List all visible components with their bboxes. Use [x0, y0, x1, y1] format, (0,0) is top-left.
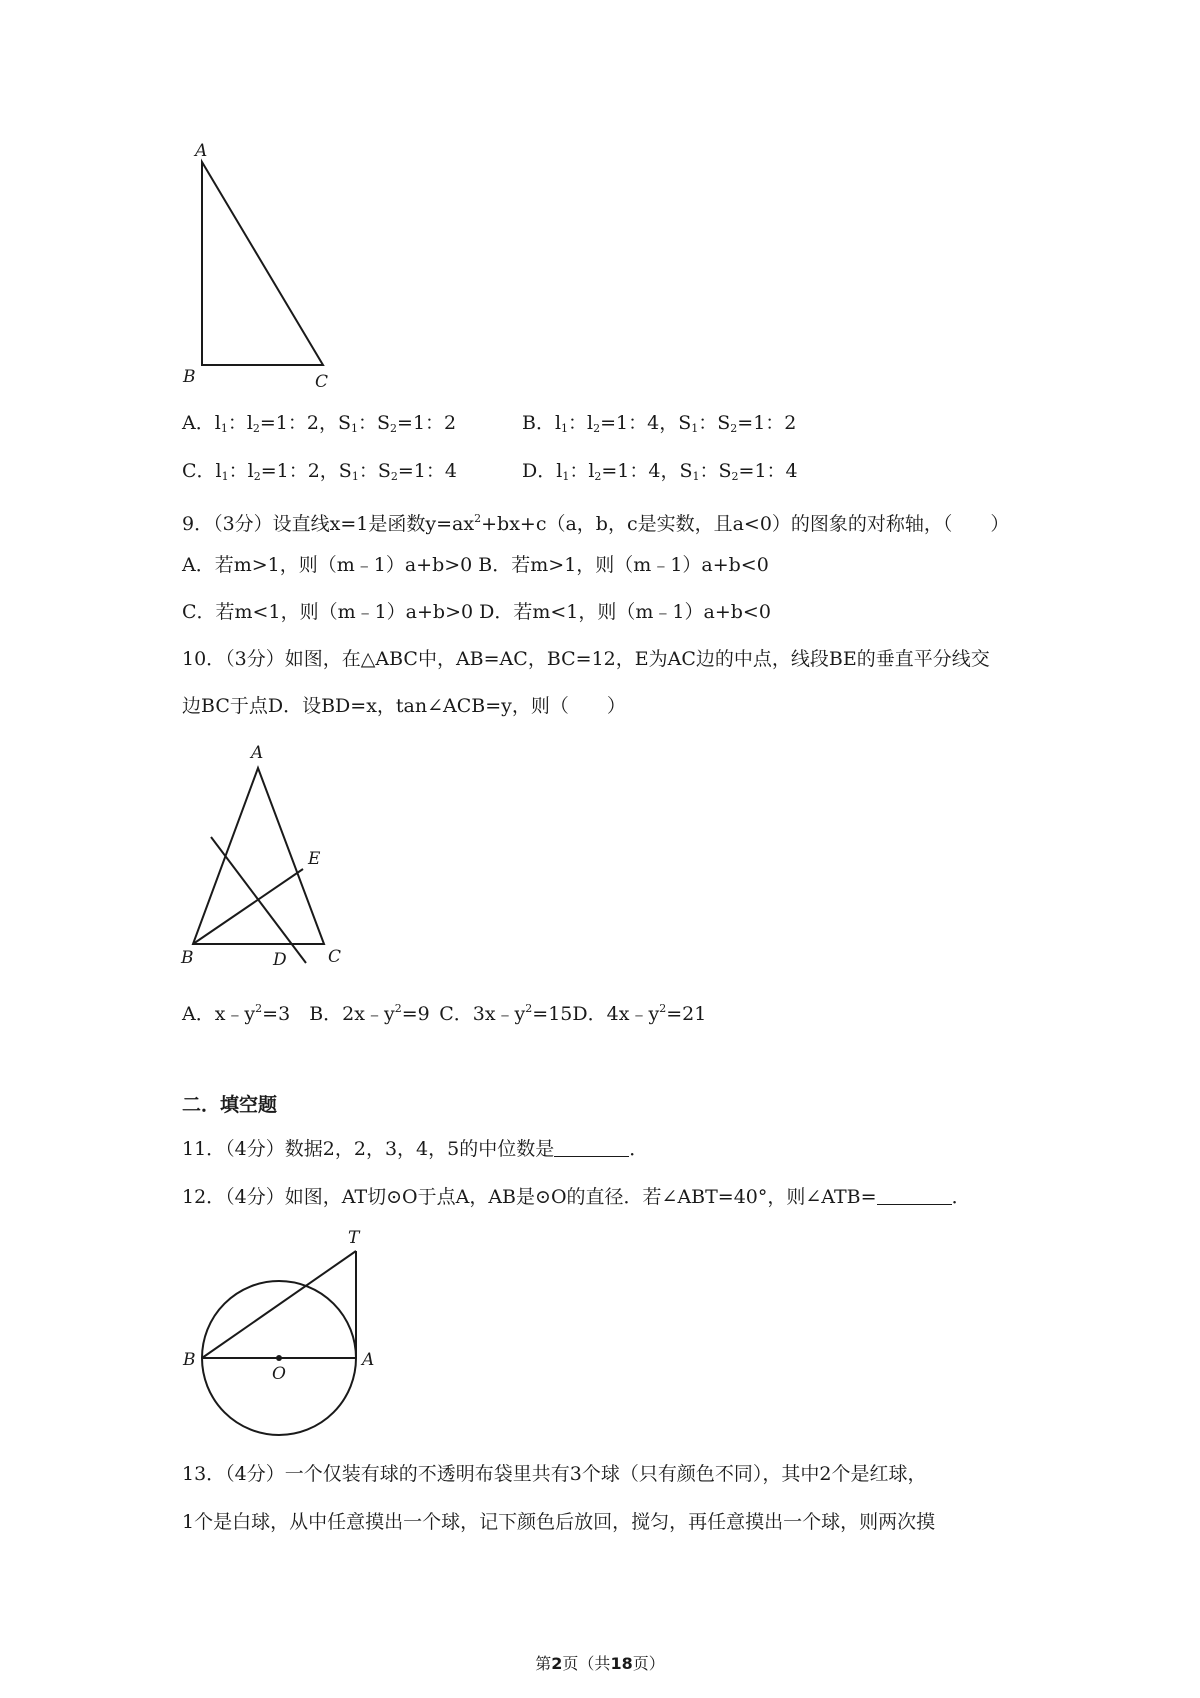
vertex-label-b: B	[181, 948, 194, 968]
q11-stem: 11．（4分）数据2，2，3，4，5的中位数是 ．	[182, 1138, 649, 1160]
q9-stem: 9．（3分）设直线x=1是函数$y=ax^2+bx+c(a$，b，c是实数，且a<0）的图象的对称轴，（ ）	[182, 512, 1010, 535]
answer-blank[interactable]	[554, 1138, 629, 1157]
figure-right-triangle	[175, 140, 345, 390]
vertex-label-e: E	[308, 849, 321, 869]
vertex-label-b: B	[183, 367, 196, 387]
vertex-label-a: A	[195, 141, 208, 161]
q8-option-a: A．$l_1$：$l_2=1$：2，$S_1$：$S_2=1$：2	[182, 412, 457, 435]
point-label-t: T	[348, 1228, 360, 1248]
figure-isosceles-triangle	[175, 740, 375, 970]
q10-options: A．$x﹣y^2=3$ B．$2x﹣y^2=9$ C．$3x﹣y^2=15D$．$4x﹣y^2=21$	[182, 1002, 707, 1025]
q10-stem-line-1: 10．（3分）如图，在△ABC中，AB=AC，BC=12，E为AC边的中点，线段BE的垂直平分线交	[182, 648, 990, 670]
q8-option-c: C．$l_1$：$l_2=1$：2，$S_1$：$S_2=1$：4	[182, 460, 457, 483]
point-label-a: A	[362, 1350, 375, 1370]
section-heading-fill-in: 二．填空题	[182, 1094, 278, 1116]
q12-stem: 12．（4分）如图，AT切⊙O于点A，AB是⊙O的直径．若∠ABT=40°，则∠ATB= ．	[182, 1186, 971, 1208]
q9-options-cd: C．若m<1，则（m﹣1）a+b>0 D．若m<1，则（m﹣1）a+b<0	[182, 601, 771, 623]
answer-blank[interactable]	[877, 1186, 952, 1205]
q10-stem-line-2: 边BC于点D．设BD=x，tan∠ACB=y，则（ ）	[182, 695, 626, 717]
vertex-label-c: C	[328, 947, 342, 967]
q13-stem-line-2: 1个是白球，从中任意摸出一个球，记下颜色后放回，搅匀，再任意摸出一个球，则两次摸	[182, 1511, 936, 1533]
q13-stem-line-1: 13．（4分）一个仅装有球的不透明布袋里共有3个球（只有颜色不同），其中2个是红球，	[182, 1463, 927, 1485]
q9-options-ab: A．若m>1，则（m﹣1）a+b>0 B．若m>1，则（m﹣1）a+b<0	[182, 554, 769, 576]
q8-option-d: D．$l_1$：$l_2=1$：4，$S_1$：$S_2=1$：4	[522, 460, 798, 483]
page-footer: 第2页（共18页）	[535, 1654, 665, 1673]
point-label-b: B	[183, 1350, 196, 1370]
vertex-label-c: C	[315, 372, 329, 390]
point-label-o: O	[272, 1364, 286, 1384]
page-number: 2	[551, 1654, 563, 1673]
q8-option-b: B．$l_1$：$l_2=1$：4，$S_1$：$S_2=1$：2	[522, 412, 797, 435]
vertex-label-d: D	[273, 950, 287, 970]
figure-circle-tangent	[175, 1225, 395, 1445]
page-total: 18	[610, 1654, 633, 1673]
vertex-label-a: A	[251, 743, 264, 763]
